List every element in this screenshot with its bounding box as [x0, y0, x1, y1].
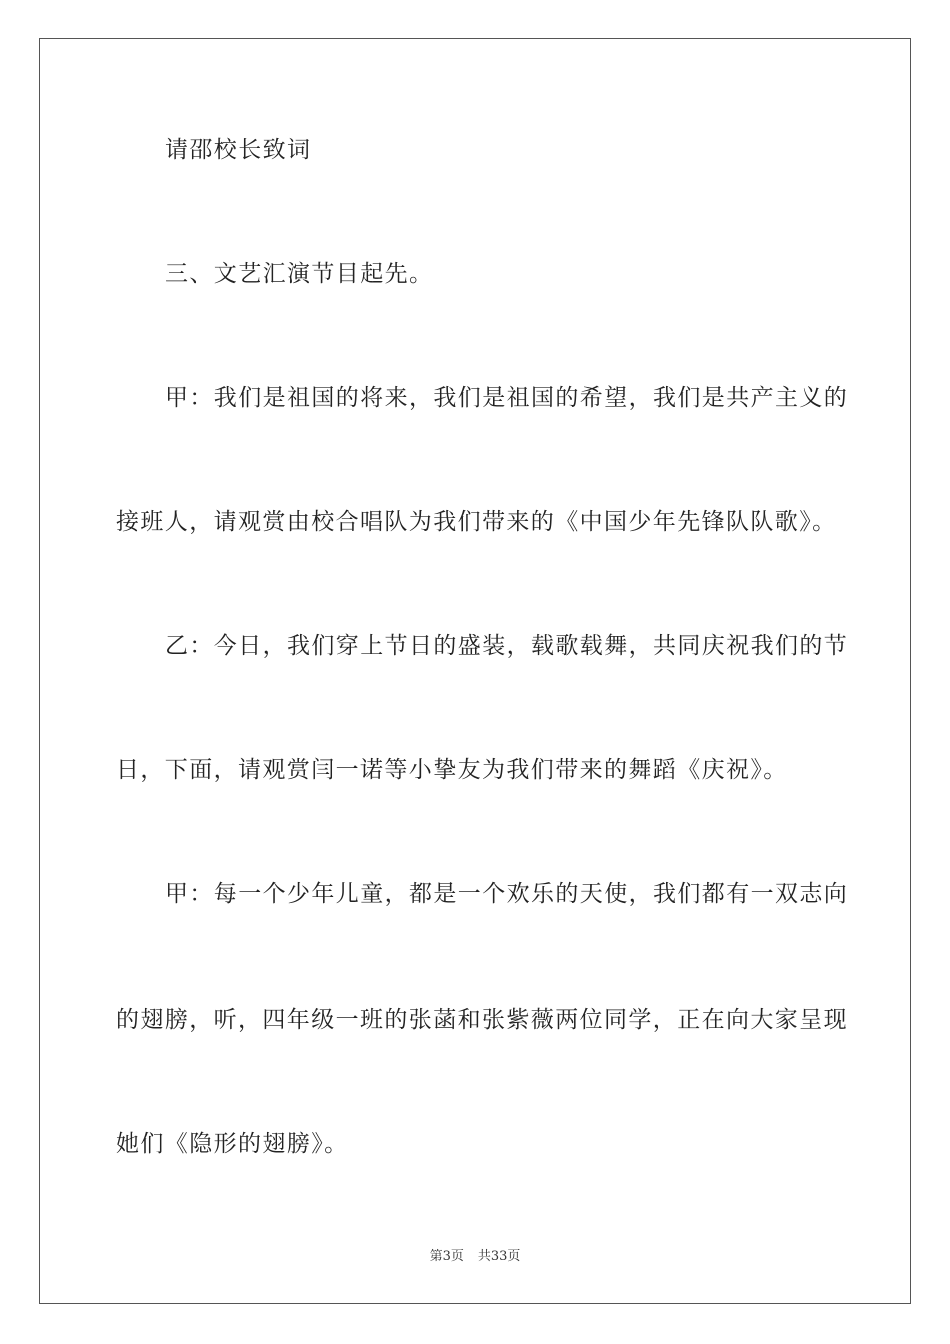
paragraph-line: 三、文艺汇演节目起先。 — [165, 261, 434, 287]
paragraph-line: 甲：每一个少年儿童，都是一个欢乐的天使，我们都有一双志向 — [165, 881, 849, 907]
paragraph-line: 请邵校长致词 — [165, 137, 312, 163]
paragraph-line: 接班人，请观赏由校合唱队为我们带来的《中国少年先锋队队歌》。 — [116, 509, 837, 535]
paragraph-line: 日，下面，请观赏闫一诺等小挚友为我们带来的舞蹈《庆祝》。 — [116, 757, 788, 783]
page-number: 第3页 — [429, 1249, 464, 1264]
paragraph-line: 的翅膀，听，四年级一班的张菡和张紫薇两位同学，正在向大家呈现 — [116, 1007, 848, 1033]
paragraph-line: 甲：我们是祖国的将来，我们是祖国的希望，我们是共产主义的 — [165, 385, 849, 411]
page-border — [39, 38, 911, 1304]
page-footer — [0, 1248, 950, 1266]
paragraph-line: 乙：今日，我们穿上节日的盛装，载歌载舞，共同庆祝我们的节 — [165, 633, 849, 659]
page-total: 共33页 — [477, 1249, 521, 1264]
paragraph-line: 她们《隐形的翅膀》。 — [116, 1131, 349, 1157]
